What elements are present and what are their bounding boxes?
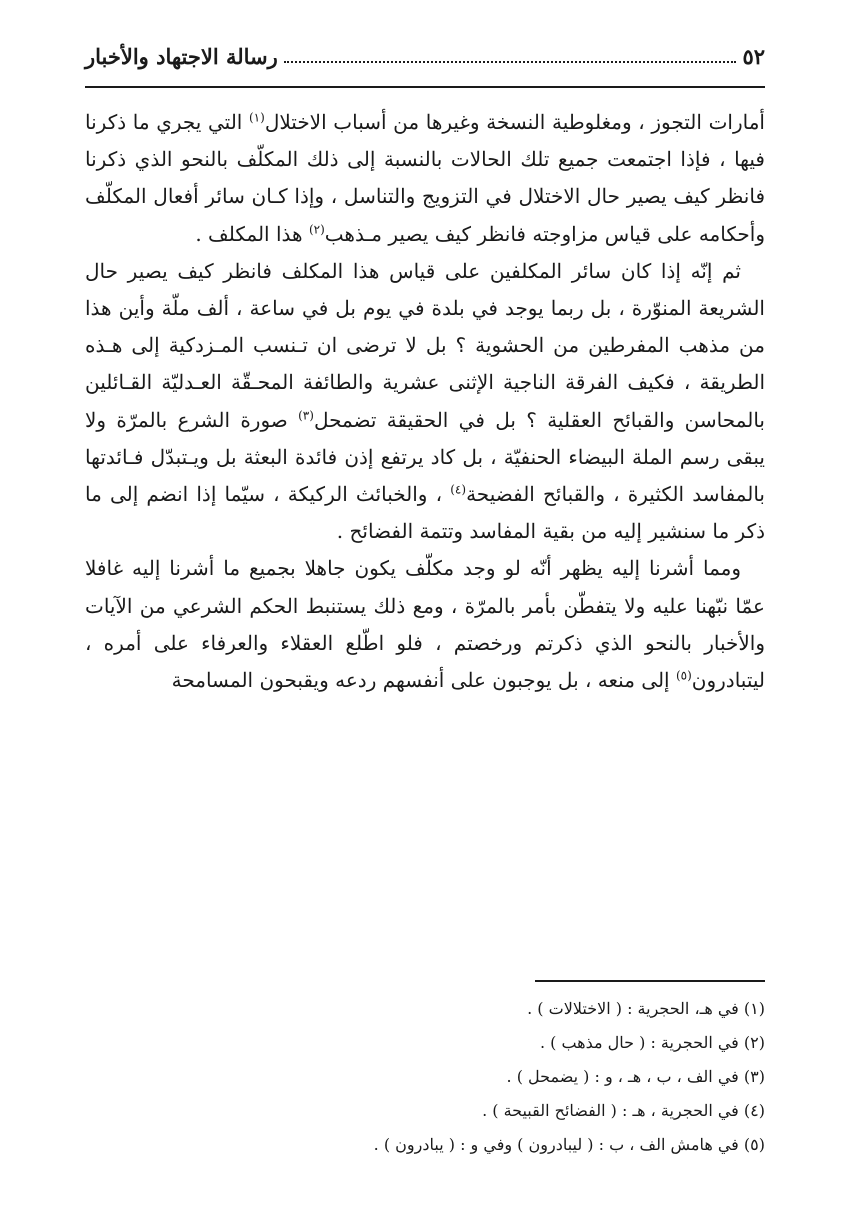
main-text (85, 104, 765, 699)
paragraph-2-part-b: صورة الشرع بالمرّة ولا يبقى رسم الملة البيضاء الحنفيّة ، بل كاد يرتفع إذن فائدة البعثة بل ويـتبدّل فـائدتها بالمفاسد الكثيرة ، والقبائح الفضيحة (85, 407, 766, 507)
paragraph-2-part-a: ثم إنّه إذا كان سائر المكلفين على قياس هذا المكلف فانظر كيف يصير حال الشريعة المنوّرة ، بل ربما يوجد في بلدة في يوم بل في ساعة ، ألف ملّة وأين هذا من مذهب المفرطين من الحشوية ؟ بل لا ترضى ان تـنسب المـزدكية إلى هـذه الطريقة ، فكيف الفرقة الناجية الإثنى عشرية والطائفة المحـقّة العـدليّة القـائلين بالمحاسن والقبائح العقلية ؟ بل في الحقيقة تضمحل (85, 258, 765, 432)
paragraph-1-part-c: هذا المكلف . (195, 221, 309, 246)
footnote-ref-5: (٥) (675, 668, 692, 683)
running-header (85, 28, 765, 84)
paragraph-1-part-a: أمارات التجوز ، ومغلوطية النسخة وغيرها من أسباب الاختلال (264, 110, 765, 134)
footnote-item: (٤) في الحجرية ، هـ : ( الفضائح القبيحة ) . (482, 1101, 765, 1120)
header-leader-dots (284, 61, 737, 63)
footnote-item: (٥) في هامش الف ، ب : ( ليبادرون ) وفي و : ( يبادرون ) . (373, 1135, 765, 1154)
footnote-ref-2: (٢) (308, 221, 325, 236)
footnotes (85, 992, 765, 1162)
header-rule (85, 86, 765, 88)
paragraph-3-part-b: إلى منعه ، بل يوجبون على أنفسهم ردعه ويقبحون المسامحة (171, 668, 676, 693)
paragraph-3-part-a: ومما أشرنا إليه يظهر أنّه لو وجد مكلّف يكون جاهلا بجميع ما أشرنا إليه غافلا عمّا نبّهنا عليه ولا يتفطّن بأمر بالمرّة ، ومع ذلك يستنبط الحكم الشرعي من الآيات والأخبار بالنحو الذي ذكرتم ورخصتم ، فلو اطّلع العقلاء والعرفاء على أمره ، ليتبادرون (85, 556, 765, 693)
paragraph-3 (85, 550, 765, 699)
footnote-item: (٣) في الف ، ب ، هـ ، و : ( يضمحل ) . (506, 1067, 765, 1086)
paragraph-2-part-c: ، والخبائث الركيكة ، سيّما إذا انضم إلى ما ذكر ما سنشير إليه من بقية المفاسد وتتمة الفضائح . (85, 482, 765, 544)
paragraph-1 (85, 104, 765, 253)
paragraph-1-part-b: التي يجري ما ذكرنا فيها ، فإذا اجتمعت جميع تلك الحالات بالنسبة إلى ذلك المكلّف بالنحو الذي ذكرنا فانظر كيف يصير حال الاختلال في التزويج والتناسل ، وإذا كـان سائر أفعال المكلّف وأحكامه على قياس مزاوجته فانظر كيف يصير مـذهب (85, 110, 765, 246)
running-title: رسالة الاجتهاد والأخبار (85, 43, 278, 69)
footnote-ref-3: (٣) (298, 407, 314, 422)
paragraph-2 (85, 253, 765, 551)
footnote-ref-1: (١) (248, 110, 265, 125)
page-number: ٥٢ (742, 43, 765, 69)
footnote-item: (١) في هـ، الحجرية : ( الاختلالات ) . (527, 999, 765, 1018)
footnote-item: (٢) في الحجرية : ( حال مذهب ) . (539, 1033, 765, 1052)
footnote-ref-4: (٤) (450, 482, 467, 497)
footnote-separator (535, 980, 765, 982)
